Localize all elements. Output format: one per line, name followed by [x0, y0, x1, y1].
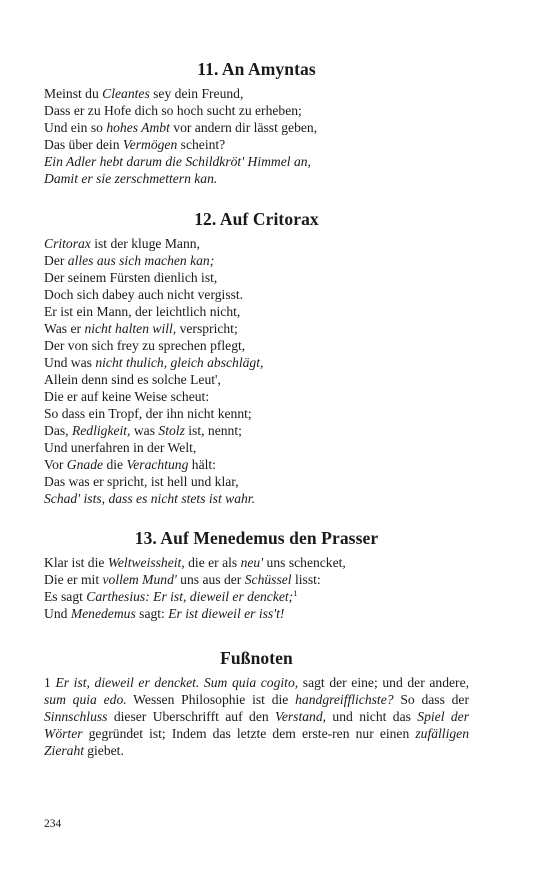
footnote-ref: 1 [293, 588, 298, 598]
footnotes-section [44, 647, 469, 759]
plain-text: Meinst du [44, 86, 103, 101]
plain-text: 1 [44, 675, 56, 690]
plain-text: Der seinem Fürsten dienlich ist, [44, 270, 218, 285]
italic-text: sum quia edo. [44, 692, 127, 707]
italic-text: neu' [240, 555, 264, 570]
plain-text: verspricht; [176, 321, 238, 336]
verse-line [44, 170, 469, 187]
plain-text: Es sagt [44, 589, 87, 604]
verse-line [44, 473, 469, 490]
plain-text: lisst: [291, 572, 321, 587]
verse-line [44, 405, 469, 422]
verse-line [44, 136, 469, 153]
verse-line [44, 571, 469, 588]
italic-text: vollem Mund' [102, 572, 177, 587]
italic-text: Verachtung [126, 457, 189, 472]
plain-text: sagt der eine; und der andere, [298, 675, 469, 690]
verse-line [44, 388, 469, 405]
italic-text: Ein Adler hebt darum die Schildkröt' Himmel an, [44, 154, 311, 169]
poem-title: 12. Auf Critorax [194, 209, 319, 229]
footnote-paragraph [44, 674, 469, 759]
italic-text: Redligkeit, [71, 423, 131, 438]
italic-text: Carthesius: Er ist, dieweil er dencket; [86, 589, 294, 604]
plain-text: dieser Uberschrifft auf den [107, 709, 276, 724]
plain-text: Wessen Philosophie ist die [126, 692, 296, 707]
plain-text: Das, [44, 423, 72, 438]
plain-text: Die er auf keine Weise scheut: [44, 389, 210, 404]
italic-text: Cleantes [102, 86, 150, 101]
poem-lines [44, 85, 469, 187]
italic-text: Schad' ists, dass es nicht stets ist wahr. [44, 491, 255, 506]
verse-line [44, 554, 469, 571]
plain-text: Und ein so [44, 120, 107, 135]
page-number: 234 [44, 818, 62, 830]
verse-line [44, 252, 469, 269]
poem-12 [44, 208, 469, 507]
plain-text: Der [44, 253, 68, 268]
italic-text: alles aus sich machen kan; [67, 253, 215, 268]
plain-text: die er als [184, 555, 241, 570]
plain-text: sagt: [135, 606, 169, 621]
plain-text: Das was er spricht, ist hell und klar, [44, 474, 239, 489]
plain-text: Doch sich dabey auch nicht vergisst. [44, 287, 244, 302]
verse-line [44, 337, 469, 354]
plain-text: sey dein Freund, [149, 86, 244, 101]
poem-lines [44, 235, 469, 507]
verse-line [44, 354, 469, 371]
plain-text: ist, nennt; [184, 423, 242, 438]
plain-text: Dass er zu Hofe dich so hoch sucht zu erheben; [44, 103, 302, 118]
plain-text: Das über dein [44, 137, 123, 152]
italic-text: Stolz [158, 423, 185, 438]
poem-title: 13. Auf Menedemus den Prasser [134, 528, 379, 548]
italic-text: Verstand, [275, 709, 327, 724]
plain-text: Und [44, 606, 71, 621]
plain-text: uns schencket, [263, 555, 346, 570]
italic-text: Damit er sie zerschmettern kan. [44, 171, 218, 186]
italic-text: Spiel der Wörter [44, 709, 469, 741]
poem-13 [44, 527, 469, 622]
plain-text: scheint? [177, 137, 226, 152]
verse-line [44, 371, 469, 388]
verse-line [44, 490, 469, 507]
plain-text: ist der kluge Mann, [90, 236, 200, 251]
plain-text: Der von sich frey zu sprechen pflegt, [44, 338, 246, 353]
italic-text: Vermögen [122, 137, 178, 152]
plain-text: Klar ist die [44, 555, 108, 570]
verse-line [44, 605, 469, 622]
verse-line [44, 588, 469, 605]
italic-text: Weltweissheit, [107, 555, 185, 570]
plain-text: Die er mit [44, 572, 103, 587]
italic-text: Schüssel [244, 572, 292, 587]
plain-text: Und was [44, 355, 96, 370]
italic-text: zufälligen Zieraht [44, 726, 469, 758]
italic-text: hohes Ambt [106, 120, 170, 135]
verse-line [44, 320, 469, 337]
plain-text: hält: [188, 457, 216, 472]
plain-text: giebet. [84, 743, 124, 758]
verse-line [44, 85, 469, 102]
italic-text: Er ist, dieweil er dencket. Sum quia cogito, [55, 675, 299, 690]
italic-text: Sinnschluss [44, 709, 108, 724]
plain-text: Was er [44, 321, 85, 336]
verse-line [44, 439, 469, 456]
verse-line [44, 153, 469, 170]
verse-line [44, 119, 469, 136]
verse-line [44, 286, 469, 303]
italic-text: Critorax [44, 236, 91, 251]
italic-text: Gnade [66, 457, 104, 472]
verse-line [44, 269, 469, 286]
verse-line [44, 303, 469, 320]
italic-text: nicht thulich, gleich abschlägt, [95, 355, 264, 370]
poem-title: 11. An Amyntas [197, 59, 316, 79]
italic-text: nicht halten will, [84, 321, 177, 336]
italic-text: handgreifflichste? [295, 692, 394, 707]
italic-text: Er ist dieweil er iss't! [168, 606, 285, 621]
plain-text: vor andern dir lässt geben, [169, 120, 318, 135]
plain-text: gegründet ist; Indem das letzte dem erste-ren nur einen [82, 726, 416, 741]
verse-line [44, 102, 469, 119]
footnotes-title: Fußnoten [220, 648, 293, 668]
plain-text: Und unerfahren in der Welt, [44, 440, 197, 455]
plain-text: was [130, 423, 159, 438]
italic-text: Menedemus [70, 606, 136, 621]
plain-text: So dass der [393, 692, 469, 707]
plain-text: uns aus der [176, 572, 245, 587]
plain-text: die [103, 457, 127, 472]
plain-text: Vor [44, 457, 67, 472]
verse-line [44, 456, 469, 473]
verse-line [44, 235, 469, 252]
plain-text: So dass ein Tropf, der ihn nicht kennt; [44, 406, 252, 421]
plain-text: Er ist ein Mann, der leichtlich nicht, [44, 304, 241, 319]
plain-text: Allein denn sind es solche Leut', [44, 372, 221, 387]
poem-11 [44, 58, 469, 187]
verse-line [44, 422, 469, 439]
poem-lines [44, 554, 469, 622]
plain-text: und nicht das [326, 709, 418, 724]
